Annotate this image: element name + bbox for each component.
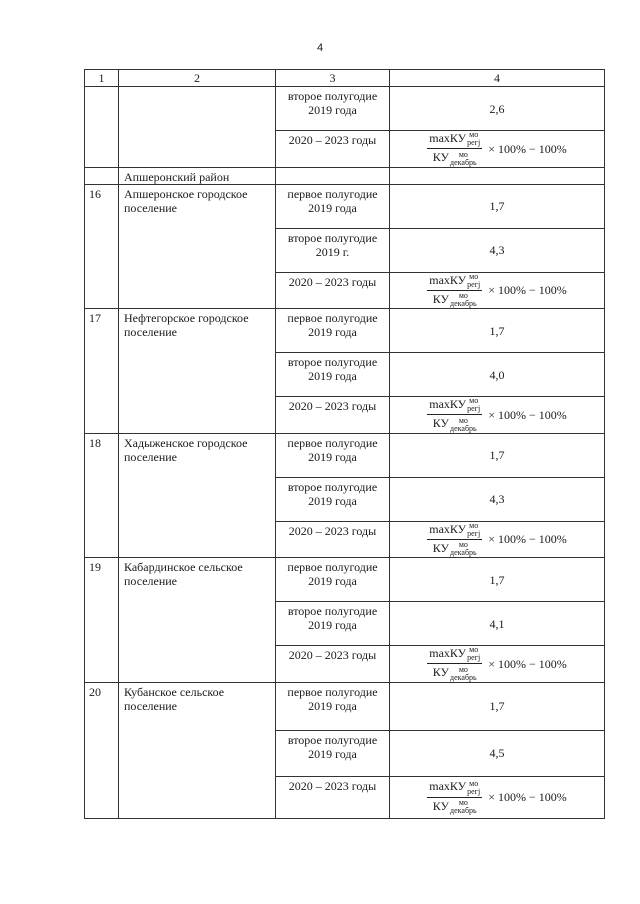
period-cell: 2020 – 2023 годы — [276, 131, 390, 168]
value-cell — [390, 646, 605, 683]
value-cell — [390, 521, 605, 558]
formula-num-base: maxКУ — [429, 131, 467, 145]
formula-num-sub: регj — [467, 653, 481, 663]
formula-tail: × 100% − 100% — [488, 407, 567, 422]
formula-den-base: КУ — [432, 150, 450, 165]
header-row — [85, 70, 605, 87]
value-cell: 1,7 — [390, 558, 605, 602]
formula-den-sub: декабрь — [450, 548, 477, 557]
formula-den-sup: мо — [458, 664, 468, 674]
table-row — [85, 184, 605, 228]
period-cell: 2020 – 2023 годы — [276, 776, 390, 818]
value-cell: 4,1 — [390, 602, 605, 646]
period-cell: 2020 – 2023 годы — [276, 646, 390, 683]
formula-fraction — [427, 779, 482, 815]
page-number: 4 — [316, 42, 324, 54]
formula-num-sup: мо — [469, 778, 479, 788]
value-cell: 4,5 — [390, 730, 605, 776]
formula-tail: × 100% − 100% — [488, 790, 567, 804]
value-cell — [390, 272, 605, 309]
formula-num-indices — [467, 273, 480, 289]
formula-num-base: maxКУ — [429, 397, 467, 411]
formula-den-base: КУ — [432, 540, 450, 555]
formula-den-sub: декабрь — [450, 157, 477, 167]
value-cell: 1,7 — [390, 433, 605, 477]
entry-number: 19 — [85, 558, 119, 683]
formula-num-indices — [467, 780, 480, 796]
district-empty-cell — [390, 167, 605, 184]
formula-num-sub: регj — [467, 528, 481, 538]
period-cell: 2020 – 2023 годы — [276, 521, 390, 558]
formula-den-sup: мо — [458, 291, 468, 300]
settlement-name — [119, 87, 276, 168]
period-cell: второе полугодие 2019 года — [276, 602, 390, 646]
table-body — [85, 70, 605, 819]
value-cell: 1,7 — [390, 682, 605, 730]
formula-numerator — [427, 646, 482, 664]
formula-num-base: maxКУ — [429, 646, 467, 660]
period-cell: первое полугодие 2019 года — [276, 558, 390, 602]
formula — [427, 273, 567, 309]
entry-number: 20 — [85, 682, 119, 818]
period-cell: второе полугодие 2019 года — [276, 87, 390, 131]
formula-num-sup: мо — [469, 396, 479, 406]
formula-den-sub: декабрь — [450, 423, 477, 433]
entry-number: 18 — [85, 433, 119, 558]
tariff-table — [84, 69, 605, 819]
formula-den-sup: мо — [458, 149, 468, 159]
formula-num-base: maxКУ — [429, 779, 467, 794]
table-row — [85, 682, 605, 730]
formula-den-indices — [450, 417, 477, 433]
settlement-name: Хадыженское городское поселение — [119, 433, 276, 558]
header-col-3: 3 — [276, 70, 390, 87]
formula-numerator — [427, 273, 482, 291]
formula-fraction — [427, 646, 482, 682]
formula-den-indices — [450, 541, 477, 557]
formula-denominator — [431, 664, 479, 681]
formula-tail: × 100% − 100% — [488, 141, 567, 156]
formula-num-base: maxКУ — [429, 272, 467, 287]
formula-num-indices — [467, 397, 480, 413]
formula-num-sub: регj — [467, 138, 481, 148]
entry-number — [85, 87, 119, 168]
district-name: Апшеронский район — [119, 167, 276, 184]
value-cell: 4,3 — [390, 228, 605, 272]
header-col-1: 1 — [85, 70, 119, 87]
formula-den-sub: декабрь — [450, 299, 477, 308]
formula-fraction — [427, 522, 482, 558]
value-cell — [390, 131, 605, 168]
formula-num-sub: регj — [467, 279, 481, 289]
settlement-name: Апшеронское городское поселение — [119, 184, 276, 309]
formula — [427, 779, 567, 815]
formula-den-base: КУ — [432, 665, 450, 680]
formula-den-sub: декабрь — [450, 805, 477, 815]
district-empty-cell — [85, 167, 119, 184]
formula-den-indices — [450, 151, 477, 167]
formula-num-sub: регj — [467, 786, 481, 796]
formula-num-base: maxКУ — [429, 521, 467, 536]
table-row — [85, 433, 605, 477]
value-cell: 2,6 — [390, 87, 605, 131]
district-empty-cell — [276, 167, 390, 184]
formula-denominator — [431, 291, 479, 308]
formula-den-base: КУ — [432, 798, 450, 813]
value-cell — [390, 397, 605, 434]
settlement-name: Нефтегорское городское поселение — [119, 309, 276, 434]
formula-numerator — [427, 522, 482, 540]
value-cell: 1,7 — [390, 184, 605, 228]
value-cell: 4,0 — [390, 353, 605, 397]
formula-tail: × 100% − 100% — [488, 283, 567, 298]
formula-num-indices — [467, 131, 480, 147]
period-cell: первое полугодие 2019 года — [276, 682, 390, 730]
formula-fraction — [427, 397, 482, 433]
formula — [427, 131, 567, 167]
formula-fraction — [427, 131, 482, 167]
settlement-name: Кабардинское сельское поселение — [119, 558, 276, 683]
formula-den-sup: мо — [458, 797, 468, 807]
header-col-4: 4 — [390, 70, 605, 87]
formula-num-sup: мо — [469, 271, 479, 281]
header-col-2: 2 — [119, 70, 276, 87]
formula-denominator — [431, 540, 479, 557]
table-row — [85, 87, 605, 131]
formula-denominator — [431, 149, 479, 166]
formula-num-sup: мо — [469, 130, 479, 140]
formula-numerator — [427, 779, 482, 797]
formula-den-base: КУ — [432, 416, 450, 431]
formula-num-indices — [467, 522, 480, 538]
formula-denominator — [431, 415, 479, 432]
period-cell: второе полугодие 2019 года — [276, 730, 390, 776]
period-cell: 2020 – 2023 годы — [276, 397, 390, 434]
formula-numerator — [427, 397, 482, 415]
entry-number: 16 — [85, 184, 119, 309]
formula-denominator — [431, 798, 479, 815]
formula-den-indices — [450, 666, 477, 682]
value-cell — [390, 776, 605, 818]
formula-den-indices — [450, 799, 477, 815]
formula — [427, 397, 567, 433]
value-cell: 1,7 — [390, 309, 605, 353]
formula-den-indices — [450, 292, 477, 308]
formula-den-sup: мо — [458, 415, 468, 425]
formula — [427, 646, 567, 682]
formula-tail: × 100% − 100% — [488, 532, 567, 547]
formula-den-sup: мо — [458, 540, 468, 549]
period-cell: второе полугодие 2019 г. — [276, 228, 390, 272]
formula-num-sup: мо — [469, 520, 479, 530]
settlement-name: Кубанское сельское поселение — [119, 682, 276, 818]
formula-num-indices — [467, 646, 480, 662]
formula-tail: × 100% − 100% — [488, 656, 567, 671]
formula-fraction — [427, 273, 482, 309]
table-row — [85, 309, 605, 353]
value-cell: 4,3 — [390, 477, 605, 521]
district-row — [85, 167, 605, 184]
period-cell: первое полугодие 2019 года — [276, 184, 390, 228]
formula-numerator — [427, 131, 482, 149]
period-cell: второе полугодие 2019 года — [276, 353, 390, 397]
period-cell: второе полугодие 2019 года — [276, 477, 390, 521]
formula-den-base: КУ — [432, 291, 450, 306]
period-cell: 2020 – 2023 годы — [276, 272, 390, 309]
entry-number: 17 — [85, 309, 119, 434]
formula-num-sup: мо — [469, 645, 479, 655]
period-cell: первое полугодие 2019 года — [276, 309, 390, 353]
formula-den-sub: декабрь — [450, 672, 477, 682]
formula — [427, 522, 567, 558]
table-row — [85, 558, 605, 602]
formula-num-sub: регj — [467, 404, 481, 414]
period-cell: первое полугодие 2019 года — [276, 433, 390, 477]
